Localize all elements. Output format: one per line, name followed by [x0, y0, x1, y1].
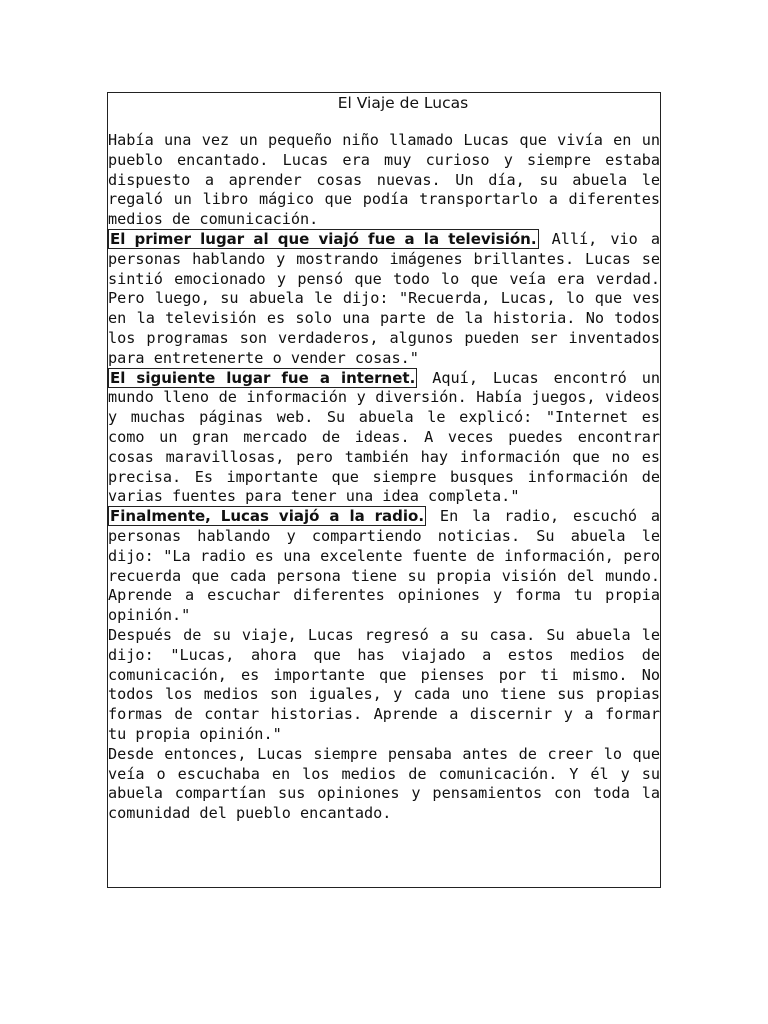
paragraph-internet	[108, 369, 660, 508]
section-heading-television: El primer lugar al que viajó fue a la televisión.	[110, 229, 537, 248]
paragraph-text: Después de su viaje, Lucas regresó a su casa. Su abuela le dijo: "Lucas, ahora que has viajado a estos medios de comunicación, es importante que pienses por ti mismo. No todos los medios son iguales, y cada uno tiene sus propias formas de contar historias. Aprende a discernir y a formar tu propia opinión."	[108, 625, 660, 743]
section-heading-radio: Finalmente, Lucas viajó a la radio.	[110, 507, 425, 526]
text-frame	[107, 92, 661, 888]
paragraph-radio	[108, 507, 660, 626]
paragraph-text: En la radio, escuchó a personas hablando y compartiendo noticias. Su abuela le dijo: "La radio es una excelente fuente de información, pero recuerda que cada persona tiene su propia visión del mundo. Aprende a escuchar diferentes opiniones y forma tu propia opinión."	[108, 507, 660, 625]
section-heading-internet: El siguiente lugar fue a internet.	[110, 368, 416, 387]
paragraph-return	[108, 626, 660, 745]
paragraph-text: Desde entonces, Lucas siempre pensaba antes de creer lo que veía o escuchaba en los medios de comunicación. Y él y su abuela compartían sus opiniones y pensamientos con toda la comunidad del pueblo encantado.	[108, 744, 660, 823]
paragraph-television	[108, 230, 660, 369]
document-title: El Viaje de Lucas	[337, 94, 469, 112]
document-body	[108, 131, 660, 824]
paragraph-intro	[108, 131, 660, 230]
paragraph-text: Allí, vio a personas hablando y mostrando imágenes brillantes. Lucas se sintió emocionado y pensó que todo lo que veía era verdad. Pero luego, su abuela le dijo: "Recuerda, Lucas, lo que ves en la televisión es solo una parte de la historia. No todos los programas son verdaderos, algunos pueden ser inventados para entretenerte o vender cosas."	[108, 229, 660, 367]
paragraph-text: Había una vez un pequeño niño llamado Lucas que vivía en un pueblo encantado. Lucas era muy curioso y siempre estaba dispuesto a aprender cosas nuevas. Un día, su abuela le regaló un libro mágico que podía transportarlo a diferentes medios de comunicación.	[108, 131, 660, 229]
paragraph-conclusion	[108, 745, 660, 824]
paragraph-text: Aquí, Lucas encontró un mundo lleno de información y diversión. Había juegos, videos y muchas páginas web. Su abuela le explicó: "Internet es como un gran mercado de ideas. A veces puedes encontrar cosas maravillosas, pero también hay información que no es precisa. Es importante que siempre busques información de varias fuentes para tener una idea completa."	[108, 368, 660, 506]
